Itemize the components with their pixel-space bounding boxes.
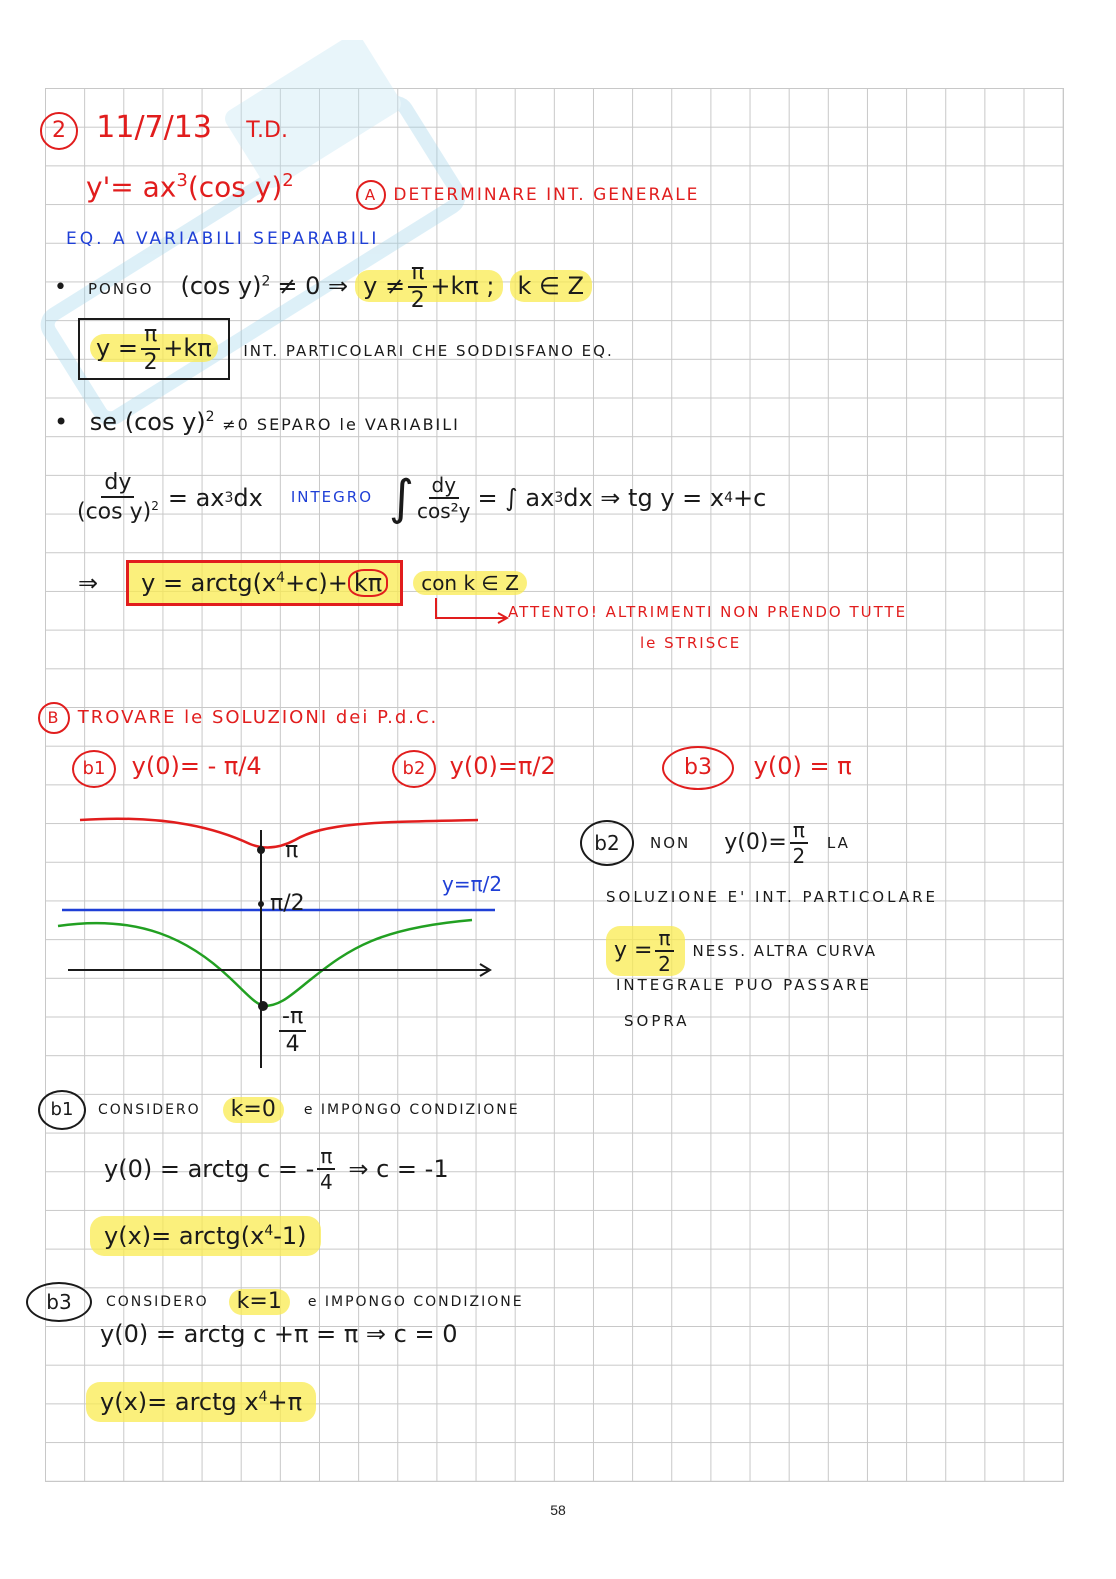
warning-text: ATTENTO! ALTRIMENTI NON PRENDO TUTTE xyxy=(508,603,908,621)
b1-label: b1 xyxy=(38,1090,86,1130)
pongo-text: PONGO xyxy=(87,280,154,298)
point-pi xyxy=(257,846,265,854)
part-a-text: DETERMINARE INT. GENERALE xyxy=(393,185,700,205)
int-eq: = ax xyxy=(167,483,225,512)
cauchy-b2 xyxy=(392,750,556,788)
exercise-tag: T.D. xyxy=(246,118,288,143)
b3-label: b3 xyxy=(26,1282,92,1322)
b1-num: π xyxy=(317,1146,335,1170)
graph-label-pi2: π/2 xyxy=(270,891,305,916)
particular-line xyxy=(78,318,614,380)
particular-num: π xyxy=(141,324,160,350)
graph-label-mpi4 xyxy=(276,1006,309,1056)
pongo-kz: k ∈ Z xyxy=(510,270,593,302)
b2-note-line4: INTEGRALE PUO PASSARE xyxy=(616,976,873,994)
b2-note-den: 2 xyxy=(792,844,806,868)
general-solmid: +c)+ xyxy=(285,569,348,597)
int-eq2exp: 3 xyxy=(554,489,564,506)
b1-resexp: 4 xyxy=(264,1223,274,1239)
int-eq2: = ∫ ax xyxy=(477,483,555,512)
exercise-date: 11/7/13 xyxy=(96,110,212,145)
cauchy-b1-label: b1 xyxy=(72,750,116,788)
pongo-exp: 2 xyxy=(261,273,271,290)
pongo-line xyxy=(54,262,592,312)
int-ddenexp: 2 xyxy=(151,499,159,513)
part-a xyxy=(356,180,699,210)
general-arrow: ⇒ xyxy=(78,569,99,597)
general-sol: y = arctg(x xyxy=(141,569,277,597)
particular-text: INT. PARTICOLARI CHE SODDISFANO EQ. xyxy=(243,342,614,360)
graph-blue-label: y=π/2 xyxy=(442,872,503,896)
cauchy-b1 xyxy=(72,750,262,788)
b1-den: 4 xyxy=(319,1170,333,1194)
b2-note-line3 xyxy=(606,926,877,976)
cauchy-b1-cond: y(0)= - π/4 xyxy=(131,752,262,780)
pongo-num: π xyxy=(408,262,427,288)
b3-resexp: 4 xyxy=(258,1389,268,1405)
pongo-condition xyxy=(355,260,502,313)
b1-rest: e IMPONGO CONDIZIONE xyxy=(303,1102,520,1118)
b2-note-cond: y(0)= xyxy=(724,830,787,855)
se-line xyxy=(54,410,460,434)
b3-rest: e IMPONGO CONDIZIONE xyxy=(307,1294,524,1310)
b3-line1: y(0) = arctg c +π = π ⇒ c = 0 xyxy=(100,1320,458,1348)
general-solution-box xyxy=(126,560,403,606)
integral-line xyxy=(74,469,767,526)
b1-line1 xyxy=(104,1146,449,1192)
b3-resend: +π xyxy=(267,1388,303,1416)
pongo-neq: ≠ 0 ⇒ xyxy=(277,272,349,300)
pongo-cond: y ≠ xyxy=(363,272,406,300)
warning-arrow xyxy=(430,596,510,626)
b1-result-text: y(x)= arctg(x xyxy=(104,1222,265,1250)
bullet: • xyxy=(54,275,67,300)
b2-note-label: b2 xyxy=(580,820,634,866)
graph-mpi-den: 4 xyxy=(285,1032,300,1057)
b3-text: CONSIDERO xyxy=(106,1294,209,1310)
page-number: 58 xyxy=(550,1502,566,1518)
int-dnum: dy xyxy=(101,472,134,498)
part-b xyxy=(38,702,438,734)
b2-note-line3-text: NESS. ALTRA CURVA xyxy=(692,941,877,960)
b2-note-hl: y = xyxy=(614,938,653,963)
eq-rexp: 2 xyxy=(282,170,294,191)
cauchy-b3-label: b3 xyxy=(662,746,734,790)
pongo-tail: +kπ ; xyxy=(430,272,495,300)
se-text: se xyxy=(89,408,118,436)
int-eqexp: 3 xyxy=(224,489,234,506)
int-dx: dx xyxy=(233,483,263,512)
part-b-text: TROVARE le SOLUZIONI dei P.d.C. xyxy=(77,707,439,728)
b1-k: k=0 xyxy=(223,1097,284,1123)
b1-result xyxy=(90,1216,321,1256)
se-cond: ≠0 SEPARO le VARIABILI xyxy=(222,415,460,434)
graph-label-pi: π xyxy=(285,838,299,863)
particular-box xyxy=(78,318,230,380)
warning-text-2: le STRISCE xyxy=(640,634,742,652)
b3-k: k=1 xyxy=(229,1289,290,1315)
integral-sign: ∫ xyxy=(389,469,415,526)
pongo-den: 2 xyxy=(410,288,425,313)
b2-note-line1 xyxy=(580,820,850,866)
cauchy-b3 xyxy=(662,746,852,790)
int-dden: (cos y) xyxy=(77,499,152,525)
b2-note-hlden: 2 xyxy=(658,952,671,976)
int-plusc: +c xyxy=(733,483,767,512)
integro-word: INTEGRO xyxy=(290,488,373,507)
eq-exp: 3 xyxy=(176,170,188,191)
b3-result-text: y(x)= arctg x xyxy=(100,1388,259,1416)
b2-note-num: π xyxy=(790,820,808,844)
exercise-number: 2 xyxy=(40,112,78,150)
int-inum: dy xyxy=(429,475,460,499)
b3-section-header xyxy=(26,1282,524,1322)
equation-type: EQ. A VARIABILI SEPARABILI xyxy=(66,229,380,249)
b1-resend: -1) xyxy=(273,1222,307,1250)
int-dx2: dx ⇒ tg y = x xyxy=(563,483,725,512)
se-exp: 2 xyxy=(205,409,215,425)
cauchy-b2-cond: y(0)=π/2 xyxy=(449,752,556,780)
red-curve xyxy=(80,819,478,848)
b1-line1b: ⇒ c = -1 xyxy=(348,1155,449,1183)
b1-text: CONSIDERO xyxy=(98,1102,201,1118)
b2-note-line2: SOLUZIONE E' INT. PARTICOLARE xyxy=(606,888,938,906)
b3-result xyxy=(86,1382,316,1422)
differential-equation xyxy=(86,170,294,204)
particular-lhs: y = xyxy=(96,334,138,362)
b1-line1-text: y(0) = arctg c = - xyxy=(104,1155,315,1183)
cauchy-b2-label: b2 xyxy=(392,750,436,788)
header-line xyxy=(40,112,288,150)
eq-rhs: (cos y) xyxy=(187,170,283,204)
se-expr: (cos y) xyxy=(124,408,206,436)
green-curve xyxy=(58,920,472,1006)
b2-note-la: LA xyxy=(826,833,850,852)
pongo-expr: (cos y) xyxy=(180,272,262,300)
b2-note-hlnum: π xyxy=(655,928,673,952)
b2-note-line5: SOPRA xyxy=(624,1012,690,1030)
point-mpi4 xyxy=(258,1001,268,1011)
particular-tail: +kπ xyxy=(163,334,212,362)
part-b-label: B xyxy=(38,702,70,734)
int-iden: cos²y xyxy=(417,498,471,523)
b1-section-header xyxy=(38,1090,520,1130)
point-pi2 xyxy=(258,901,264,907)
graph-mpi-num: -π xyxy=(279,1006,306,1032)
cauchy-b3-cond: y(0) = π xyxy=(753,752,852,780)
b2-note-non: NON xyxy=(650,833,691,852)
kpi-circled: kπ xyxy=(348,569,388,597)
eq-lhs: y'= ax xyxy=(86,170,177,204)
int-x4: 4 xyxy=(724,489,734,506)
bullet: • xyxy=(54,408,69,436)
particular-den: 2 xyxy=(143,350,158,375)
general-solexp: 4 xyxy=(276,570,286,586)
general-con: con k ∈ Z xyxy=(413,571,527,595)
part-a-label: A xyxy=(356,180,386,210)
